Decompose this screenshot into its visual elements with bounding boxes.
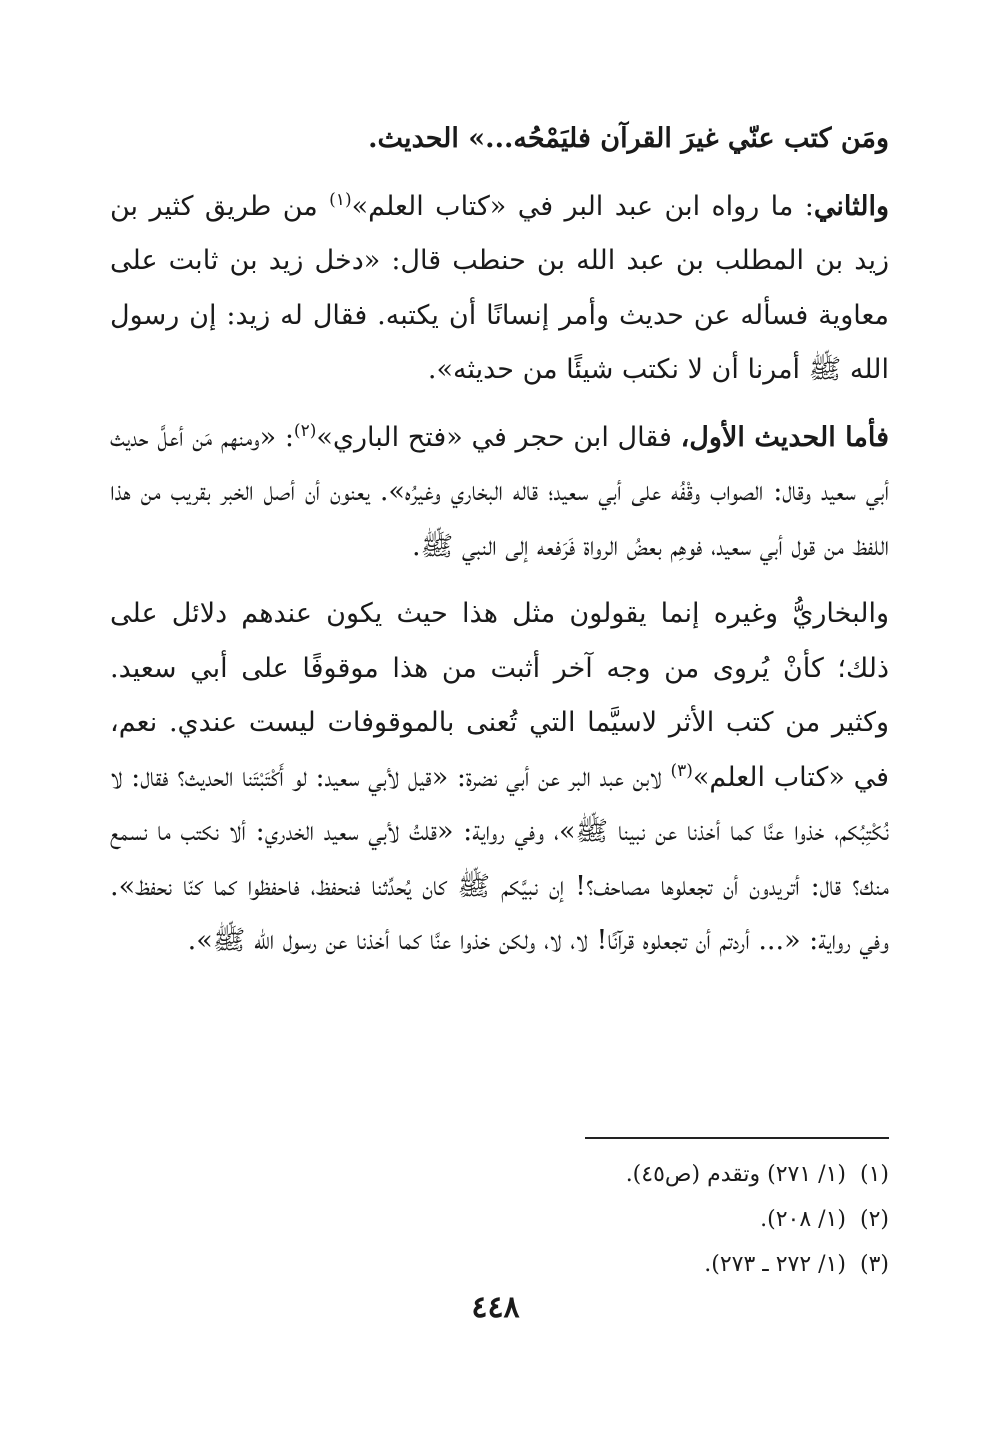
footnote-text: (١/ ٢٧١) وتقدم (ص٤٥). xyxy=(625,1162,846,1187)
paragraph-text: والبخاريُّ وغيره إنما يقولون مثل هذا حيث يكون عندهم دلائل على ذلك؛ كأنْ يُروى من وجه آخر أثبت من هذا موقوفًا على أبي سعيد. وكثير من كتب الأثر لاسيَّما التي تُعنى بالموقوفات ليست عندي. نعم، في «كتاب العلم» xyxy=(110,598,890,793)
footnote-3 xyxy=(110,1242,889,1287)
footnote-ref: (٣) xyxy=(670,760,693,781)
paragraph-1 xyxy=(110,112,889,167)
footnote-divider xyxy=(585,1137,889,1139)
paragraph-text-rest: لابن عبد البر عن أبي نضرة: «قيل لأبي سعيد: لو أَكْتَبْتَنا الحديث؟ فقال: لا نُكْتِبُكم، خذوا عنَّا كما أخذنا عن نبينا ﷺ»، وفي رواية: «قلتُ لأبي سعيد الخدري: ألا نكتب ما نسمع منك؟ قال: أتريدون أن تجعلوها مصاحف؟! إن نبيَّكم ﷺ كان يُحدِّثنا فنحفظ، فاحفظوا كما كنّا نحفظ». وفي رواية: «... أردتم أن تجعلوه قرآنًا! لا، لا، ولكن خذوا عنَّا كما أخذنا عن رسول الله ﷺ». xyxy=(110,761,889,956)
paragraph-lead: فأما الحديث الأول، xyxy=(680,421,890,453)
footnote-number: (١) xyxy=(859,1162,889,1187)
footnote-2 xyxy=(110,1197,889,1242)
paragraph-text: ومَن كتب عنّي غيرَ القرآن فليَمْحُه...» الحديث. xyxy=(368,123,889,154)
paragraph-4 xyxy=(110,587,889,969)
footnote-1 xyxy=(110,1152,889,1197)
paragraph-3 xyxy=(110,411,889,575)
footnote-ref: (٢) xyxy=(293,420,317,441)
footnote-number: (٢) xyxy=(859,1207,889,1232)
paragraph-text-rest: : «ومنهم مَن أعلَّ حديث أبي سعيد وقال: الصواب وقْفُه على أبي سعيد؛ قاله البخاري وغيرُه». يعنون أن أصل الخبر بقريب من هذا اللفظ من قول أبي سعيد، فوهِم بعضُ الرواة فَرَفعه إلى النبي ﷺ. xyxy=(110,421,889,562)
paragraph-text: : ما رواه ابن عبد البر في «كتاب العلم» xyxy=(351,190,814,222)
paragraph-2 xyxy=(110,180,889,398)
footnote-text: (١/ ٢٧٢ ـ ٢٧٣). xyxy=(704,1252,846,1277)
footnotes xyxy=(110,1152,889,1287)
paragraph-text-rest: من طريق كثير بن زيد بن المطلب بن عبد الله بن حنطب قال: «دخل زيد بن ثابت على معاوية فسأله عن حديث وأمر إنسانًا أن يكتبه. فقال له زيد: إن رسول الله ﷺ أمرنا أن لا نكتب شيئًا من حديثه». xyxy=(110,190,889,385)
footnote-text: (١/ ٢٠٨). xyxy=(760,1207,846,1232)
main-text xyxy=(110,112,889,969)
paragraph-text: فقال ابن حجر في «فتح الباري» xyxy=(316,421,681,453)
paragraph-lead: والثاني xyxy=(813,190,889,222)
footnote-number: (٣) xyxy=(859,1252,889,1277)
page-number: ٤٤٨ xyxy=(471,1290,520,1325)
footnote-ref: (١) xyxy=(329,189,352,210)
